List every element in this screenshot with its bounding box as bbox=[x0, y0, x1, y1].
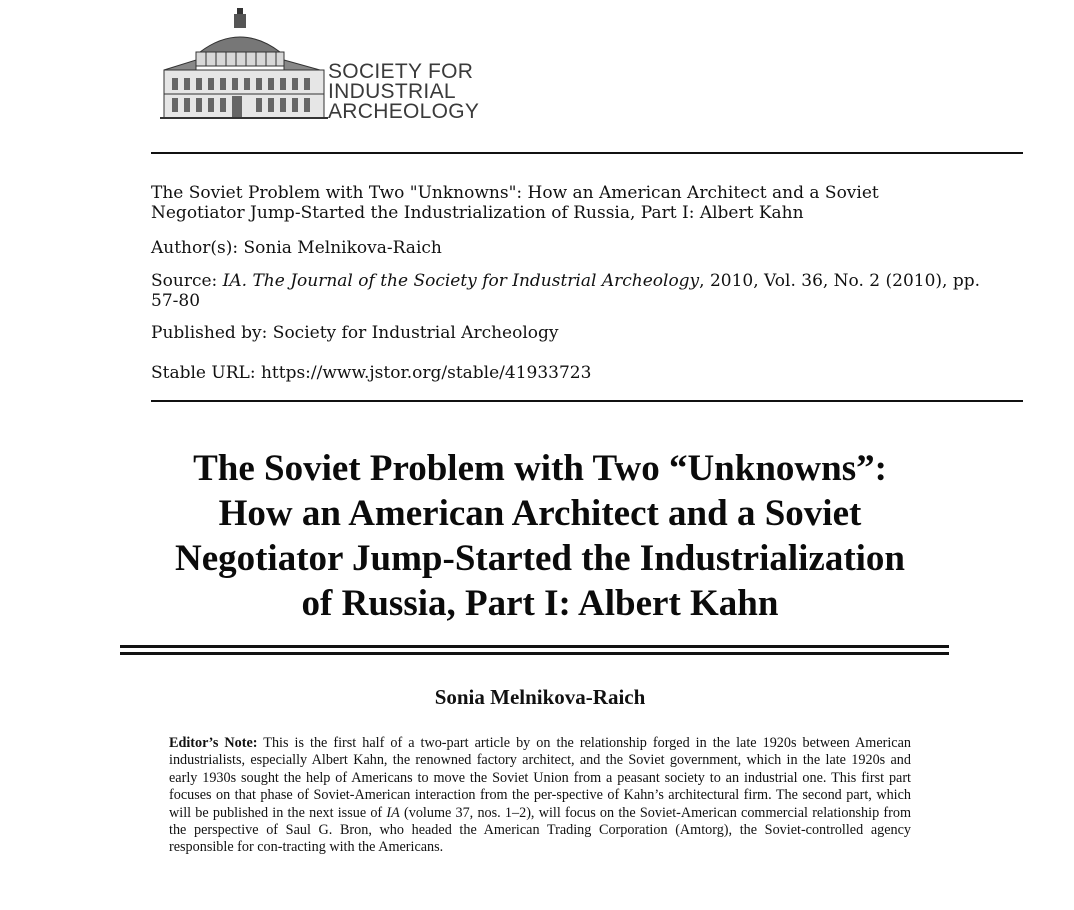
stable-url-label: Stable URL: bbox=[151, 363, 256, 383]
title-double-rule-bottom bbox=[120, 652, 949, 655]
article-title-line: The Soviet Problem with Two “Unknowns”: bbox=[193, 448, 887, 489]
stable-url-link[interactable]: https://www.jstor.org/stable/41933723 bbox=[260, 363, 592, 383]
cover-author bbox=[151, 238, 1023, 258]
cover-title-line: The Soviet Problem with Two "Unknowns": How an American Architect and a Soviet bbox=[151, 183, 879, 203]
society-name-line: ARCHEOLOGY bbox=[328, 100, 480, 123]
cover-stable-url bbox=[151, 363, 1023, 383]
society-name bbox=[328, 62, 479, 122]
society-name-line: SOCIETY FOR bbox=[328, 60, 474, 83]
author-label: Author(s): bbox=[151, 238, 239, 258]
editors-note-journal: IA bbox=[386, 804, 400, 821]
article-title-line: How an American Architect and a Soviet bbox=[218, 493, 862, 534]
editors-note-text-cont: (volume 37, nos. 1–2), will focus on the Soviet-American commercial relationship from the perspective of Saul G. Bron, who headed the American Trading Corporation (Amtorg), the Soviet-controlled agency responsible for con-tracting with the Americans. bbox=[169, 804, 911, 856]
cover-title bbox=[151, 183, 1023, 223]
source-journal: IA. The Journal of the Society for Industrial Archeology bbox=[222, 271, 700, 291]
article-title-line: of Russia, Part I: Albert Kahn bbox=[301, 583, 779, 624]
bottom-divider bbox=[151, 400, 1023, 402]
editors-note-text: This is the first half of a two-part article by on the relationship forged in the late 1920s between American industrialists, especially Albert Kahn, the renowned factory architect, and the Soviet government, which in the late 1920s and early 1930s sought the help of Americans to move the Soviet Union from a peasant society to an industrial one. This first part focuses on that phase of Soviet-American interaction from the per-spective of Kahn’s architectural firm. The second part, which will be published in the next issue of bbox=[169, 735, 911, 821]
article-author: Sonia Melnikova-Raich bbox=[434, 685, 646, 709]
article-title-line: Negotiator Jump-Started the Industrialization bbox=[174, 538, 906, 579]
published-value: Society for Industrial Archeology bbox=[272, 323, 559, 343]
article-title bbox=[100, 446, 980, 626]
top-divider bbox=[151, 152, 1023, 154]
rotunda-building-icon bbox=[160, 8, 330, 128]
cover-title-line: Negotiator Jump-Started the Industrialization of Russia, Part I: Albert Kahn bbox=[151, 203, 804, 223]
title-double-rule-top bbox=[120, 645, 949, 648]
author-value: Sonia Melnikova-Raich bbox=[243, 238, 442, 258]
source-label: Source: bbox=[151, 271, 218, 291]
cover-publisher bbox=[151, 323, 1023, 343]
source-details: , 2010, Vol. 36, No. 2 (2010), pp. 57-80 bbox=[151, 271, 981, 311]
society-name-line: INDUSTRIAL bbox=[328, 80, 456, 103]
society-logo bbox=[160, 8, 530, 128]
editors-note bbox=[169, 735, 911, 857]
cover-source bbox=[151, 271, 1023, 311]
editors-note-label: Editor’s Note: bbox=[169, 735, 258, 751]
published-label: Published by: bbox=[151, 323, 268, 343]
